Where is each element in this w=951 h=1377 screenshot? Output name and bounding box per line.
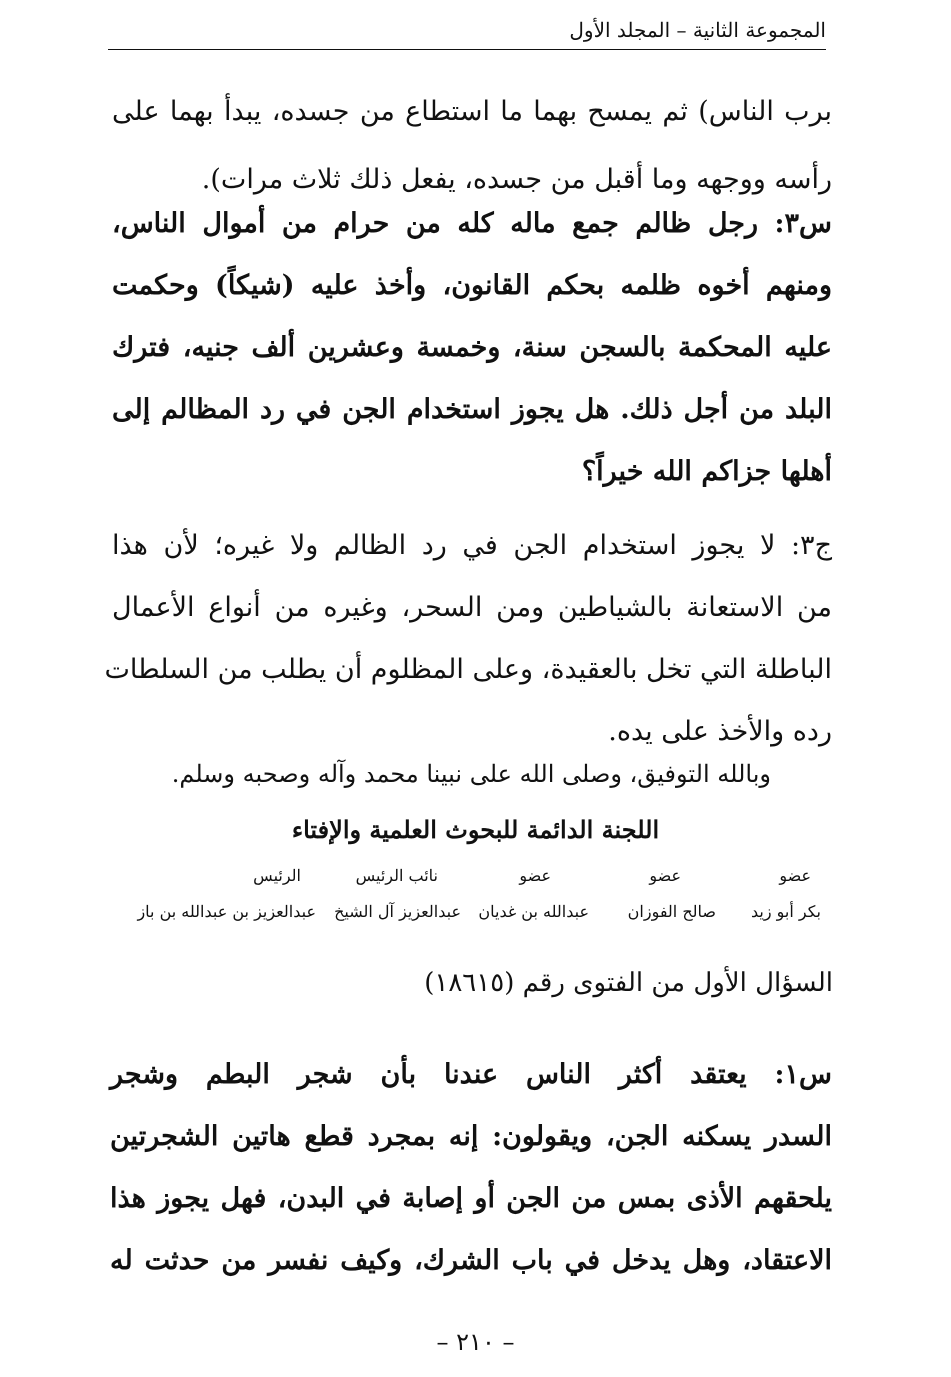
answer-3 (104, 515, 832, 763)
signatory-name: عبدالله بن غديان (478, 902, 589, 921)
text-line: عليه المحكمة بالسجن سنة، وخمسة وعشرين ألف جنيه، فترك (112, 332, 832, 363)
text-line: رأسه ووجهه وما أقبل من جسده، يفعل ذلك ثلاث مرات). (201, 164, 832, 195)
running-header: المجموعة الثانية – المجلد الأول (569, 18, 826, 42)
closing-prayer: وبالله التوفيق، وصلى الله على نبينا محمد وآله وصحبه وسلم. (171, 760, 771, 788)
text-line: س٣: رجل ظالم جمع ماله كله من حرام من أموال الناس، (112, 208, 832, 239)
text-line: أهلها جزاكم الله خيراً؟ (581, 456, 832, 487)
signatory-role: عضو (519, 866, 551, 885)
signatory-names (121, 902, 821, 926)
text-line: يلحقهم الأذى بمس من الجن أو إصابة في البدن، فهل يجوز هذا (110, 1183, 832, 1214)
text-line: ومنهم أخوه ظلمه بحكم القانون، وأخذ عليه (شيكاً) وحكمت (112, 270, 832, 301)
question-3 (112, 193, 832, 503)
page-number: – ٢١٠ – (436, 1328, 515, 1356)
section-title: السؤال الأول من الفتوى رقم (١٨٦١٥) (424, 968, 833, 998)
signatory-name: عبدالعزيز بن عبدالله بن باز (137, 902, 316, 921)
signatory-role: الرئيس (253, 866, 301, 885)
text-line: البلد من أجل ذلك. هل يجوز استخدام الجن في رد المظالم إلى (112, 394, 832, 425)
text-line: برب الناس) ثم يمسح بهما ما استطاع من جسده، يبدأ بهما على (112, 96, 832, 127)
signatory-roles (121, 866, 821, 890)
signatory-name: عبدالعزيز آل الشيخ (334, 902, 461, 921)
signatory-role: عضو (779, 866, 811, 885)
signatory-name: بكر أبو زيد (750, 902, 821, 921)
text-line: س١: يعتقد أكثر الناس عندنا بأن شجر البطم وشجر (110, 1059, 832, 1090)
signatory-name: صالح الفوزان (627, 902, 716, 921)
signatory-role: نائب الرئيس (355, 866, 438, 885)
header-rule (108, 49, 826, 50)
text-line: السدر يسكنه الجن، ويقولون: إنه بمجرد قطع هاتين الشجرتين (110, 1121, 832, 1152)
text-line: ج٣: لا يجوز استخدام الجن في رد الظالم ولا غيره؛ لأن هذا (112, 530, 832, 561)
text-line: الاعتقاد، وهل يدخل في باب الشرك، وكيف نفسر من حدثت له (110, 1245, 832, 1276)
text-line: رده والأخذ على يده. (608, 716, 832, 747)
question-1 (110, 1044, 832, 1292)
text-line: الباطلة التي تخل بالعقيدة، وعلى المظلوم أن يطلب من السلطات (104, 654, 832, 685)
signatory-role: عضو (649, 866, 681, 885)
text-line: من الاستعانة بالشياطين ومن السحر، وغيره من أنواع الأعمال (112, 592, 832, 623)
committee-title: اللجنة الدائمة للبحوث العلمية والإفتاء (291, 815, 660, 844)
